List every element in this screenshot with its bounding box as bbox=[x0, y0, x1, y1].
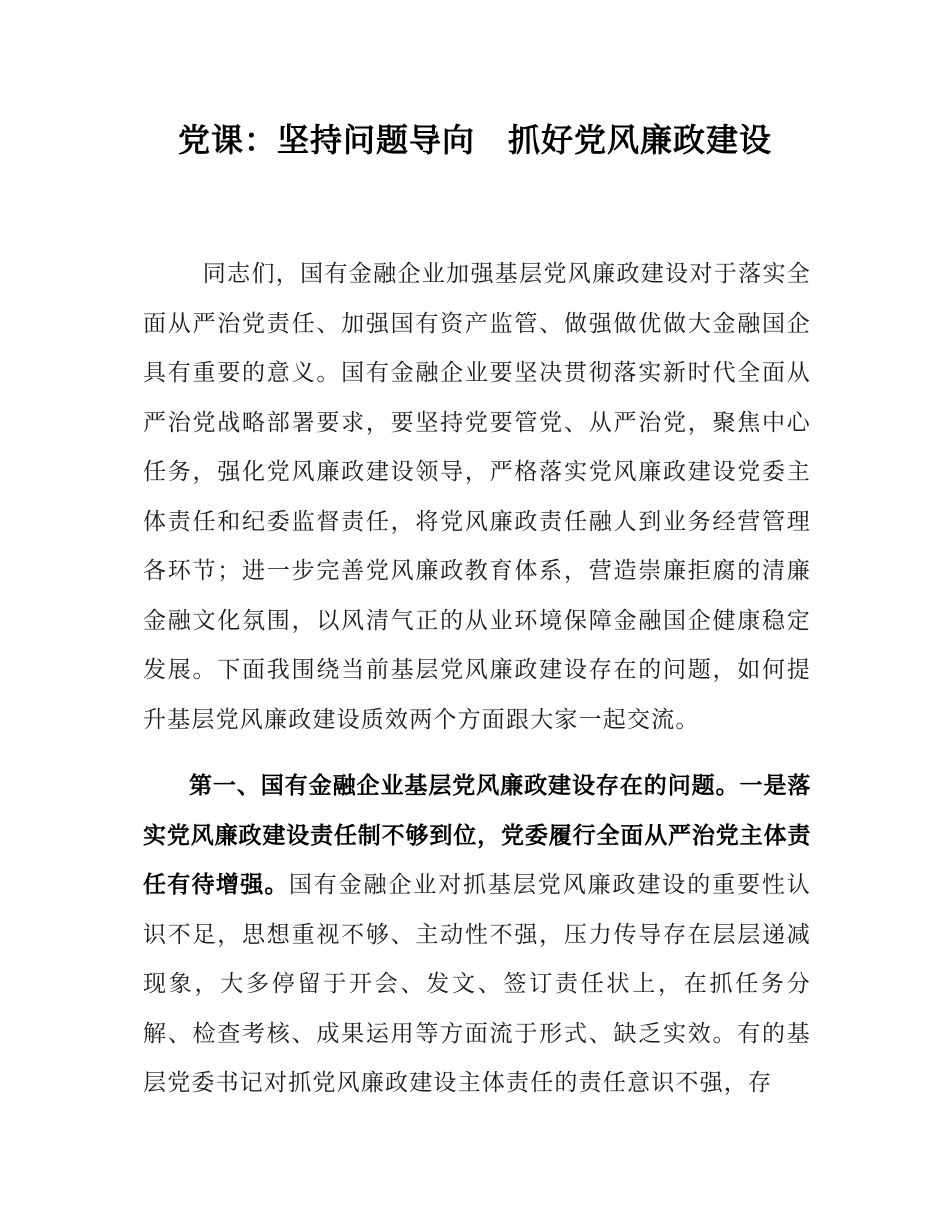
document-title: 党课：坚持问题导向 抓好党风廉政建设 bbox=[177, 121, 772, 159]
paragraph-intro: 同志们，国有金融企业加强基层党风廉政建设对于落实全面从严治党责任、加强国有资产监管、做强做优做大金融国企具有重要的意义。国有金融企业要坚决贯彻落实新时代全面从严治党战略部署要求，要坚持党要管党、从严治党，聚焦中心任务，强化党风廉政建设领导，严格落实党风廉政建设党委主体责任和纪委监督责任，将党风廉政责任融人到业务经营管理各环节；进一步完善党风廉政教育体系，营造崇廉拒腐的清廉金融文化氛围，以风清气正的从业环境保障金融国企健康稳定发展。下面我围绕当前基层党风廉政建设存在的问题，如何提升基层党风廉政建设质效两个方面跟大家一起交流。 bbox=[143, 261, 811, 733]
section-subheading: 一是落实党风廉政建设责任制不够到位，党委履行全面从严治党主体责任有待增强。 bbox=[143, 773, 811, 898]
paragraph-section-one bbox=[143, 762, 811, 1109]
section-body: 国有金融企业对抓基层党风廉政建设的重要性认识不足，思想重视不够、主动性不强，压力传导存在层层递减现象，大多停留于开会、发文、签订责任状上，在抓任务分解、检查考核、成果运用等方面流于形式、缺乏实效。有的基层党委书记对抓党风廉政建设主体责任的责任意识不强，存 bbox=[143, 872, 812, 1096]
section-heading: 第一、国有金融企业基层党风廉政建设存在的问题。 bbox=[189, 773, 740, 799]
